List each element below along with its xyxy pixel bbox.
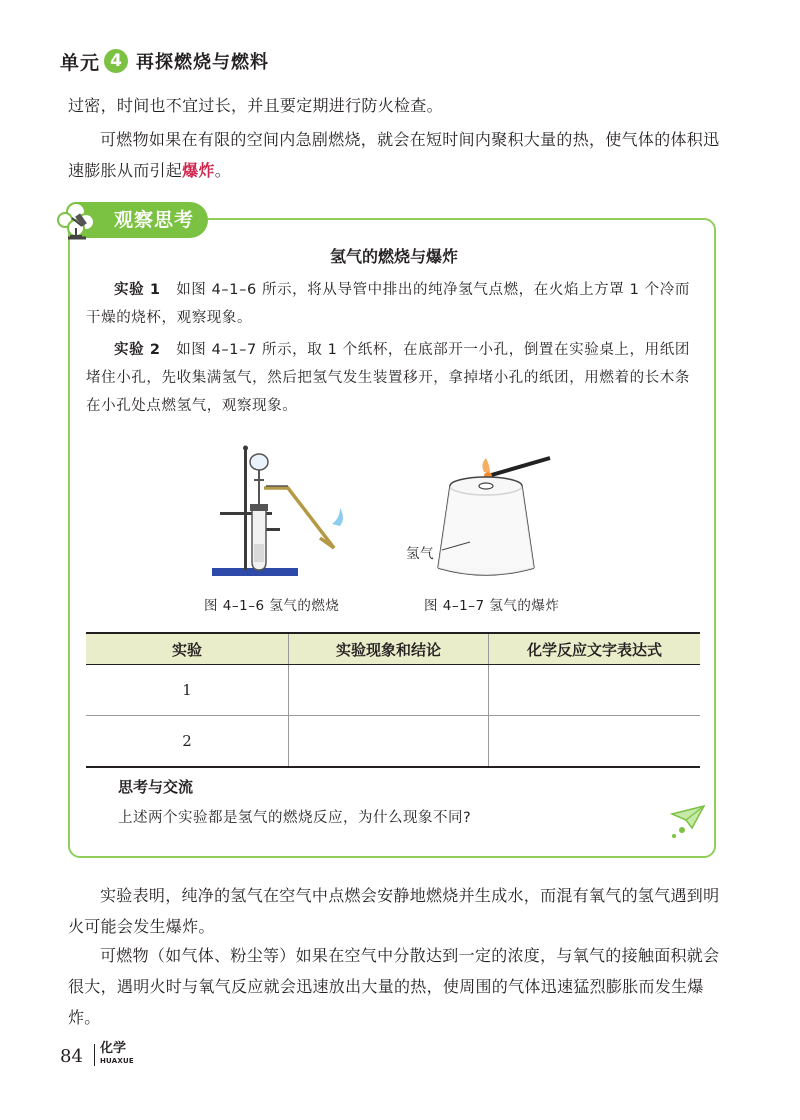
table-row <box>86 665 700 716</box>
table-cell-phenomenon[interactable] <box>289 665 489 716</box>
intro-line1: 过密，时间也不宜过长，并且要定期进行防火检查。 <box>68 96 443 115</box>
figure-4-1-7-caption: 图 4–1–7 氢气的爆炸 <box>424 598 560 614</box>
table-header-equation: 化学反应文字表达式 <box>489 633 701 665</box>
table-header-phenomenon: 实验现象和结论 <box>289 633 489 665</box>
unit-title: 再探燃烧与燃料 <box>136 52 270 73</box>
footer-subject-pinyin: HUAXUE <box>100 1057 134 1065</box>
unit-header <box>60 46 269 76</box>
table-cell-equation[interactable] <box>489 716 701 768</box>
think-question: 上述两个实验都是氢气的燃烧反应，为什么现象不同? <box>118 810 472 826</box>
explosion-highlight: 爆炸 <box>182 161 215 180</box>
experiment-table <box>86 632 700 768</box>
hydrogen-label: 氢气 <box>406 546 434 562</box>
hydrogen-burning-figure <box>206 440 356 580</box>
intro-end: 。 <box>214 161 232 180</box>
table-cell-experiment: 2 <box>86 716 289 768</box>
experiment-2-label: 实验 2 <box>114 342 161 358</box>
intro-paragraph <box>68 124 720 186</box>
figure-4-1-6-caption: 图 4–1–6 氢气的燃烧 <box>204 598 340 614</box>
unit-number-badge: 4 <box>104 49 128 73</box>
table-row <box>86 716 700 768</box>
table-header-row <box>86 633 700 665</box>
experiment-2-text: 如图 4–1–7 所示，取 1 个纸杯，在底部开一小孔，倒置在实验桌上，用纸团堵住小孔，先收集满氢气，然后把氢气发生装置移开，拿掉堵小孔的纸团，用燃着的长木条在小孔处点燃氢气，观察现象。 <box>86 342 690 414</box>
think-title: 思考与交流 <box>118 778 194 796</box>
table-header-experiment: 实验 <box>86 633 289 665</box>
table-cell-phenomenon[interactable] <box>289 716 489 768</box>
page-number: 84 <box>60 1046 83 1067</box>
experiment-1-text: 如图 4–1–6 所示，将从导管中排出的纯净氢气点燃，在火焰上方罩 1 个冷而干燥的烧杯，观察现象。 <box>86 282 690 326</box>
unit-label: 单元 <box>60 51 101 74</box>
footer-divider <box>94 1044 95 1066</box>
paper-plane-icon <box>668 800 708 840</box>
table-cell-experiment: 1 <box>86 665 289 716</box>
table-cell-equation[interactable] <box>489 665 701 716</box>
experiment-2 <box>86 336 702 420</box>
dust-explosion-paragraph: 可燃物（如气体、粉尘等）如果在空气中分散达到一定的浓度，与氧气的接触面积就会很大，遇明火时与氧气反应就会迅速放出大量的热，使周围的气体迅速猛烈膨胀而发生爆炸。 <box>68 946 720 1027</box>
experiment-1-label: 实验 1 <box>114 282 161 298</box>
observation-tag <box>52 198 212 244</box>
box-title: 氢气的燃烧与爆炸 <box>329 247 458 266</box>
intro-text: 可燃物如果在有限的空间内急剧燃烧，就会在短时间内聚积大量的热，使气体的体积迅速膨胀从而引起 <box>68 130 720 180</box>
microscope-icon <box>52 198 114 244</box>
observation-tag-text: 观察思考 <box>114 209 195 231</box>
experiment-1 <box>86 276 702 332</box>
conclusion-paragraph: 实验表明，纯净的氢气在空气中点燃会安静地燃烧并生成水，而混有氧气的氢气遇到明火可能会发生爆炸。 <box>68 886 720 936</box>
footer-subject: 化学 <box>100 1041 127 1056</box>
